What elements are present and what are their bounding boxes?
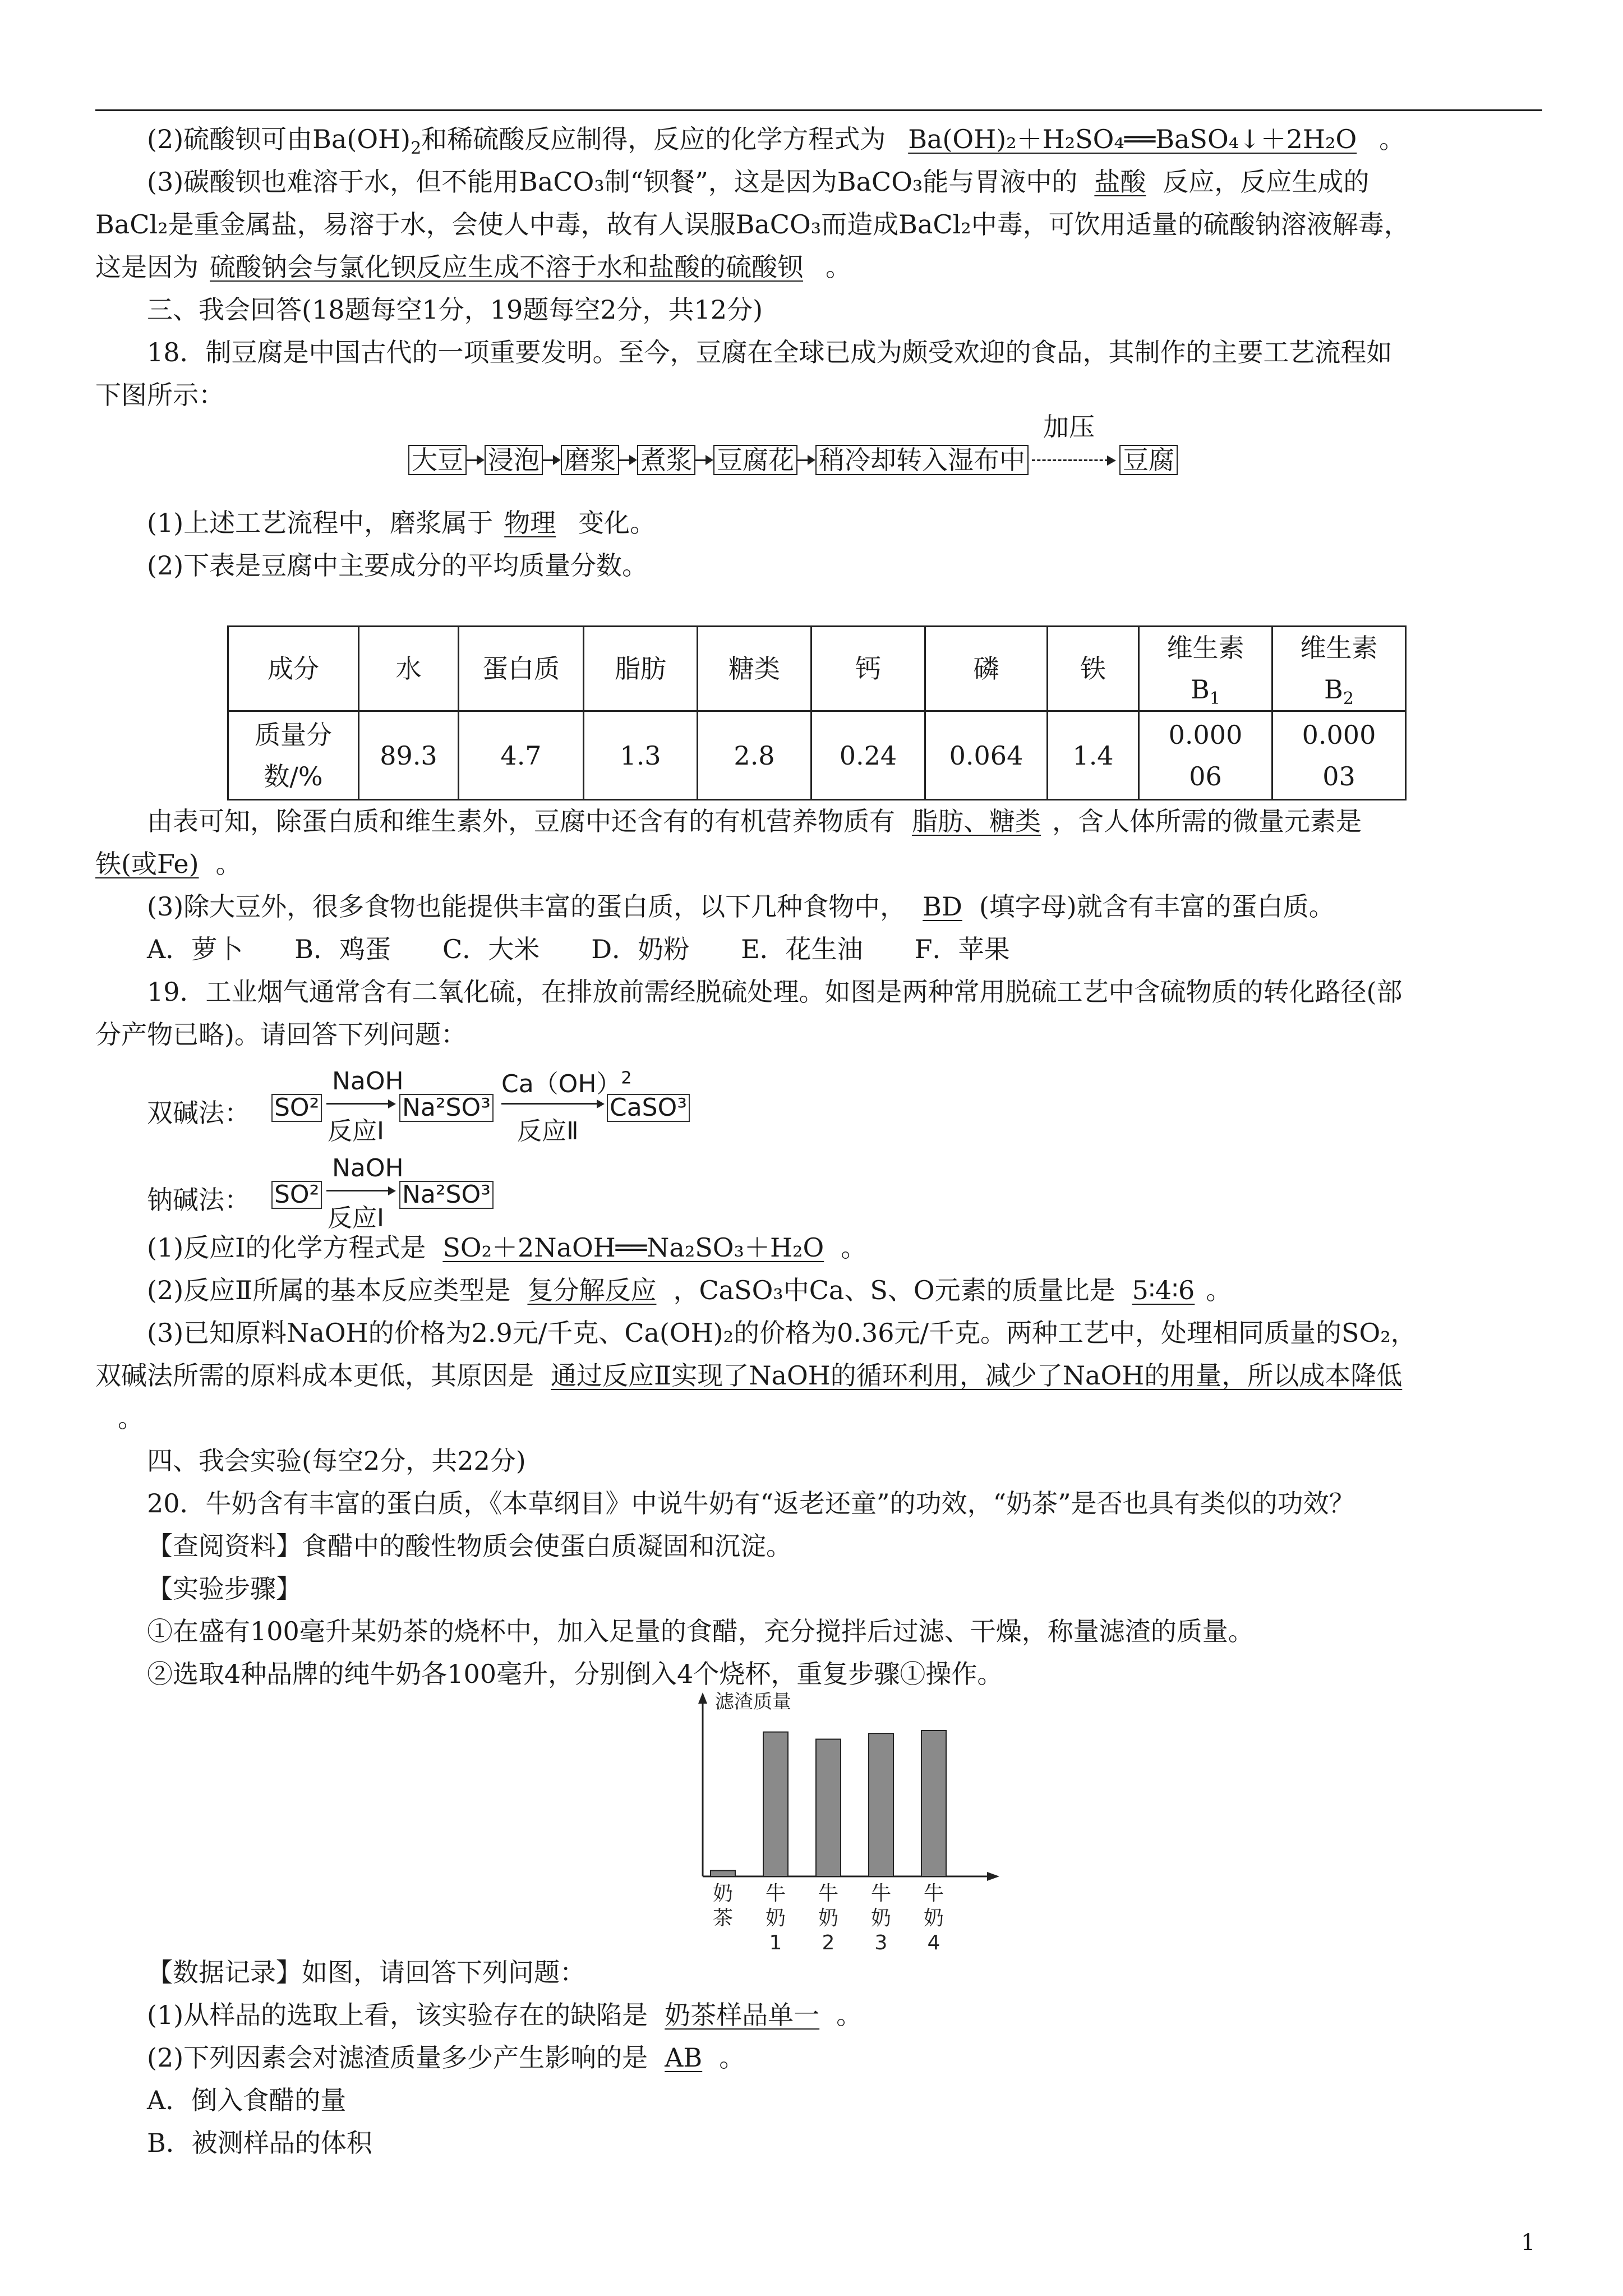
reaction-label: 反应Ⅰ — [328, 1117, 384, 1145]
q20-part1: (1)从样品的选取上看，该实验存在的缺陷是 奶茶样品单一 。 — [147, 2000, 863, 2030]
flow-arrow-icon — [467, 459, 485, 461]
flow-step: 豆腐花 — [713, 445, 797, 475]
table-cell: 89.3 — [359, 711, 459, 800]
answer-blank: 复分解反应 — [527, 1275, 657, 1305]
q19-part3: (3)已知原料NaOH的价格为2.9元/千克、Ca(OH)₂的价格为0.36元/千克。两种工艺中，处理相同质量的SO₂， — [147, 1318, 1417, 1348]
y-axis-label: 滤渣质量 — [715, 1691, 791, 1713]
table-cell: 维生素 $B_2$ — [1272, 627, 1406, 711]
table-cell: 1.4 — [1048, 711, 1139, 800]
bar — [816, 1739, 841, 1876]
table-cell: 0.24 — [811, 711, 925, 800]
table-cell: 磷 — [925, 627, 1048, 711]
x-tick-label: 牛 — [923, 1882, 944, 1905]
product-box: CaSO³ — [607, 1094, 690, 1122]
table-cell: 2.8 — [698, 711, 811, 800]
q20-data-record: 【数据记录】如图，请回答下列问题： — [147, 1957, 585, 1987]
method-label: 钠碱法： — [147, 1185, 250, 1215]
q20-step2: ②选取4种品牌的纯牛奶各100毫升，分别倒入4个烧杯，重复步骤①操作。 — [147, 1659, 1003, 1689]
x-tick-label: 奶 — [818, 1907, 839, 1930]
x-tick-label: 1 — [769, 1931, 782, 1954]
tofu-process-flow — [408, 412, 1178, 475]
x-tick-label: 茶 — [712, 1907, 734, 1930]
flow-step: 浸泡 — [485, 445, 543, 475]
x-tick-label: 牛 — [765, 1882, 786, 1905]
x-axis-arrowhead-icon — [987, 1872, 999, 1881]
q19-part3-cont: 双碱法所需的原料成本更低，其原因是 通过反应Ⅱ实现了NaOH的循环利用，减少了NaOH的用量，所以成本降低 — [95, 1360, 1403, 1391]
line-baso4-equation: (2)硫酸钡可由$Ba(OH)_2$和稀硫酸反应制得，反应的化学方程式为 Ba(OH)₂＋H₂SO₄══BaSO₄↓＋2H₂O 。 — [147, 124, 1405, 159]
q19-part2: (2)反应Ⅱ所属的基本反应类型是 复分解反应 ，CaSO₃中Ca、S、O元素的质量比是 5∶4∶6 。 — [147, 1275, 1232, 1305]
q18-table-question-cont: 铁(或Fe) 。 — [95, 849, 242, 879]
reaction-label: 反应Ⅱ — [517, 1117, 579, 1145]
q20-info: 【查阅资料】食醋中的酸性物质会使蛋白质凝固和沉淀。 — [147, 1531, 792, 1561]
q18-stem: 18．制豆腐是中国古代的一项重要发明。至今，豆腐在全球已成为颇受欢迎的食品，其制作的主要工艺流程如 — [147, 337, 1393, 367]
x-tick-label: 奶 — [870, 1907, 892, 1930]
reactant-box: SO² — [271, 1094, 322, 1122]
q20-option-a: A．倒入食醋的量 — [147, 2085, 347, 2115]
y-axis-arrowhead-icon — [698, 1692, 707, 1704]
answer-blank: BD — [923, 891, 962, 922]
table-row — [228, 711, 1406, 800]
x-tick-label: 牛 — [870, 1882, 892, 1905]
q18-part1: (1)上述工艺流程中，磨浆属于 物理 变化。 — [147, 508, 656, 538]
bar — [921, 1731, 946, 1876]
line-reason: 这是因为 硫酸钠会与氯化钡反应生成不溶于水和盐酸的硫酸钡 。 — [95, 252, 851, 282]
sodium-alkali-diagram — [147, 1154, 540, 1232]
press-arrow — [1032, 412, 1116, 474]
table-cell: 维生素 $B_1$ — [1139, 627, 1272, 711]
chart-axes — [698, 1692, 999, 1881]
table-cell: 糖类 — [698, 627, 811, 711]
bar — [869, 1733, 893, 1876]
table-header-row — [228, 627, 1406, 711]
line-bacl2: BaCl₂是重金属盐，易溶于水，会使人中毒，故有人误服BaCO₃而造成BaCl₂中毒，可饮用适量的硫酸钠溶液解毒， — [95, 209, 1410, 240]
x-tick-label: 奶 — [923, 1907, 944, 1930]
x-tick-label: 奶 — [712, 1882, 734, 1905]
reaction-label: 反应Ⅰ — [328, 1204, 384, 1232]
table-cell: 脂肪 — [584, 627, 698, 711]
answer-blank: 物理 — [504, 508, 556, 538]
double-alkali-diagram — [147, 1067, 764, 1145]
flow-step: 磨浆 — [561, 445, 619, 475]
q18-part2: (2)下表是豆腐中主要成分的平均质量分数。 — [147, 550, 648, 581]
tofu-composition-table — [227, 625, 1407, 800]
reactant-box: SO² — [271, 1181, 322, 1209]
q18-table-question: 由表可知，除蛋白质和维生素外，豆腐中还含有的有机营养物质有 脂肪、糖类 ，含人体所需的微量元素是 — [147, 806, 1362, 836]
q20-part2: (2)下列因素会对滤渣质量多少产生影响的是 AB 。 — [147, 2042, 745, 2073]
arrowhead-icon — [388, 1099, 396, 1108]
flow-arrow-icon — [619, 459, 637, 461]
header-rule — [95, 109, 1542, 111]
reaction-arrow-line — [326, 1103, 388, 1105]
dashed-arrow-icon — [1032, 459, 1108, 461]
x-tick-label: 3 — [874, 1931, 888, 1954]
q19-stem-cont: 分产物已略)。请回答下列问题： — [95, 1019, 467, 1050]
table-cell: 质量分 数/% — [228, 711, 359, 800]
answer-blank: 铁(或Fe) — [95, 849, 199, 879]
flow-arrow-icon — [543, 459, 561, 461]
q19-stem: 19．工业烟气通常含有二氧化硫，在排放前需经脱硫处理。如图是两种常用脱硫工艺中含硫物质的转化路径(部 — [147, 977, 1403, 1007]
x-tick-label: 2 — [822, 1931, 835, 1954]
table-cell: 4.7 — [459, 711, 584, 800]
product-box: Na²SO³ — [399, 1094, 494, 1122]
flow-step: 煮浆 — [637, 445, 695, 475]
method-label: 双碱法： — [147, 1098, 250, 1128]
table-cell: 0.000 03 — [1272, 711, 1406, 800]
flow-arrow-icon — [797, 459, 815, 461]
arrowhead-icon — [597, 1099, 605, 1108]
q20-option-b: B．被测样品的体积 — [147, 2128, 372, 2158]
answer-blank: 奶茶样品单一 — [665, 2000, 820, 2030]
reaction-arrow-line — [326, 1190, 388, 1191]
section-3-heading: 三、我会回答(18题每空1分，19题每空2分，共12分) — [147, 295, 763, 325]
flow-arrow-icon — [695, 459, 713, 461]
arrowhead-icon — [388, 1186, 396, 1195]
residue-mass-bar-chart — [693, 1691, 1007, 1955]
line-baco3: (3)碳酸钡也难溶于水，但不能用BaCO₃制“钡餐”，这是因为BaCO₃能与胃液中的 盐酸 反应，反应生成的 — [147, 167, 1370, 197]
section-4-heading: 四、我会实验(每空2分，共22分) — [147, 1446, 526, 1476]
table-cell: 水 — [359, 627, 459, 711]
answer-blank: 通过反应Ⅱ实现了NaOH的循环利用，减少了NaOH的用量，所以成本降低 — [551, 1360, 1403, 1391]
reagent-label: NaOH — [332, 1154, 404, 1182]
page-number: 1 — [1521, 2230, 1536, 2256]
answer-blank: 盐酸 — [1094, 167, 1146, 197]
reagent-label: Ca（OH）$^2$ — [501, 1068, 632, 1098]
table-cell: 0.000 06 — [1139, 711, 1272, 800]
x-tick-label: 牛 — [818, 1882, 839, 1905]
table-cell: 钙 — [811, 627, 925, 711]
q20-stem: 20．牛奶含有丰富的蛋白质，《本草纲目》中说牛奶有“返老还童”的功效，“奶茶”是否也具有类似的功效？ — [147, 1488, 1355, 1519]
answer-blank: 硫酸钠会与氯化钡反应生成不溶于水和盐酸的硫酸钡 — [210, 252, 803, 282]
reagent-label: NaOH — [332, 1067, 404, 1096]
q19-part1: (1)反应Ⅰ的化学方程式是 SO₂＋2NaOH══Na₂SO₃＋H₂O 。 — [147, 1232, 867, 1263]
arrowhead-icon — [1107, 455, 1116, 466]
table-cell: 1.3 — [584, 711, 698, 800]
q18-stem-cont: 下图所示： — [95, 380, 224, 410]
q19-part3-end: 。 — [118, 1403, 144, 1433]
table-cell: 铁 — [1048, 627, 1139, 711]
bar — [763, 1732, 788, 1876]
x-tick-label: 4 — [927, 1931, 940, 1954]
answer-blank: 脂肪、糖类 — [912, 806, 1041, 836]
q20-step1: ①在盛有100毫升某奶茶的烧杯中，加入足量的食醋，充分搅拌后过滤、干燥，称量滤渣的质量。 — [147, 1616, 1254, 1646]
chart-bars — [711, 1731, 946, 1876]
answer-blank: 5∶4∶6 — [1132, 1275, 1195, 1305]
table-cell: 0.064 — [925, 711, 1048, 800]
table-cell: 成分 — [228, 627, 359, 711]
answer-blank: SO₂＋2NaOH══Na₂SO₃＋H₂O — [442, 1232, 824, 1263]
flow-step: 大豆 — [408, 445, 467, 475]
flow-step: 稍冷却转入湿布中 — [815, 445, 1029, 475]
bar — [711, 1871, 735, 1876]
flow-final-step: 豆腐 — [1119, 445, 1178, 475]
reaction-arrow-line — [501, 1103, 597, 1105]
q20-steps-heading: 【实验步骤】 — [147, 1573, 302, 1604]
answer-blank: AB — [665, 2042, 703, 2073]
x-tick-label: 奶 — [765, 1907, 786, 1930]
product-box: Na²SO³ — [399, 1181, 494, 1209]
press-label: 加压 — [1043, 412, 1095, 442]
answer-blank: Ba(OH)₂＋H₂SO₄══BaSO₄↓＋2H₂O — [908, 124, 1357, 154]
q18-part3: (3)除大豆外，很多食物也能提供丰富的蛋白质，以下几种食物中， BD (填字母)就含有丰富的蛋白质。 — [147, 891, 1335, 922]
q18-options: A．萝卜 B．鸡蛋 C．大米 D．奶粉 E．花生油 F．苹果 — [147, 934, 1010, 964]
table-cell: 蛋白质 — [459, 627, 584, 711]
